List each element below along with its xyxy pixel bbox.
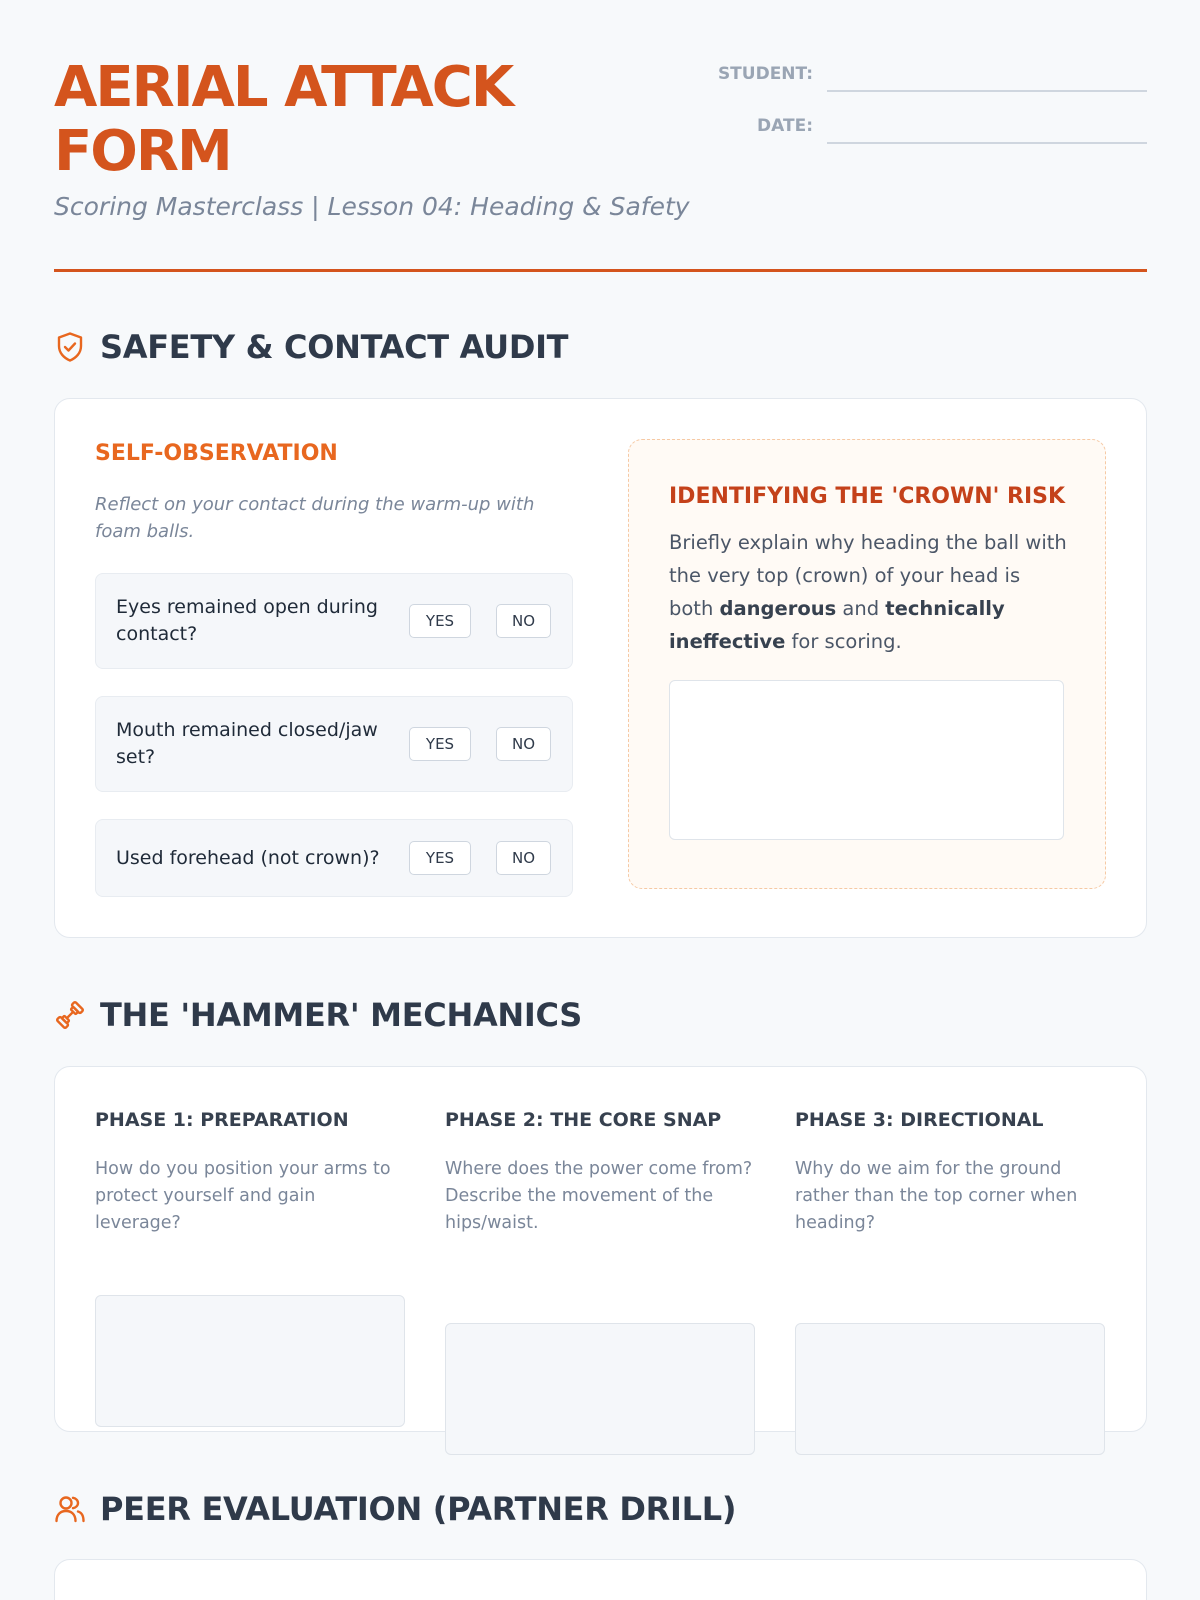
student-label: STUDENT: bbox=[717, 64, 813, 84]
self-observation-description: Reflect on your contact during the warm-up with foam balls. bbox=[95, 494, 535, 542]
crown-text-3: for scoring. bbox=[785, 630, 902, 653]
shield-check-icon bbox=[54, 331, 86, 363]
phase-2 bbox=[445, 1107, 755, 1237]
peer-card bbox=[54, 1559, 1147, 1600]
date-field[interactable] bbox=[827, 108, 1147, 144]
no-button[interactable]: NO bbox=[496, 841, 551, 875]
crown-risk-prompt bbox=[669, 526, 1069, 658]
crown-text-1: Briefly explain why heading the ball with the very top (crown) of your head is both bbox=[669, 531, 1067, 620]
mechanics-heading: THE 'HAMMER' MECHANICS bbox=[100, 996, 583, 1034]
safety-section-title bbox=[54, 328, 568, 366]
page-title: AERIAL ATTACK FORM bbox=[54, 55, 513, 184]
student-meta bbox=[707, 56, 1147, 160]
peer-heading: PEER EVALUATION (PARTNER DRILL) bbox=[100, 1490, 737, 1528]
no-button[interactable]: NO bbox=[496, 727, 551, 761]
date-label: DATE: bbox=[757, 116, 813, 136]
crown-bold-dangerous: dangerous bbox=[719, 597, 837, 620]
phase-title: PHASE 3: DIRECTIONAL bbox=[795, 1109, 1044, 1131]
dumbbell-icon bbox=[54, 999, 86, 1031]
self-observation-title: SELF-OBSERVATION bbox=[95, 441, 338, 466]
checklist-item-eyes bbox=[95, 573, 573, 669]
phase-question: Why do we aim for the ground rather than the top corner when heading? bbox=[795, 1159, 1078, 1233]
yes-button[interactable]: YES bbox=[409, 841, 471, 875]
phase-1 bbox=[95, 1107, 405, 1237]
peer-section-title bbox=[54, 1490, 736, 1528]
checklist-item-mouth bbox=[95, 696, 573, 792]
mechanics-section-title bbox=[54, 996, 582, 1034]
page-subtitle: Scoring Masterclass | Lesson 04: Heading & Safety bbox=[54, 192, 690, 221]
crown-risk-box bbox=[628, 439, 1106, 889]
crown-bold-ineffective: technically ineffective bbox=[669, 597, 1005, 653]
checklist-item-forehead bbox=[95, 819, 573, 897]
safety-heading: SAFETY & CONTACT AUDIT bbox=[100, 328, 569, 366]
phase-question: How do you position your arms to protect yourself and gain leverage? bbox=[95, 1159, 391, 1233]
phase-2-answer-field[interactable] bbox=[445, 1323, 755, 1455]
checklist-item-label: Mouth remained closed/jaw set? bbox=[116, 719, 378, 768]
phase-question: Where does the power come from? Describe the movement of the hips/waist. bbox=[445, 1159, 753, 1233]
phase-3-answer-field[interactable] bbox=[795, 1323, 1105, 1455]
crown-risk-title: IDENTIFYING THE 'CROWN' RISK bbox=[669, 484, 1066, 509]
yes-button[interactable]: YES bbox=[409, 604, 471, 638]
crown-risk-answer-field[interactable] bbox=[669, 680, 1064, 840]
mechanics-card bbox=[54, 1066, 1147, 1432]
student-name-field[interactable] bbox=[827, 56, 1147, 92]
checklist-item-label: Eyes remained open during contact? bbox=[116, 596, 378, 645]
crown-text-2: and bbox=[836, 597, 886, 620]
phase-title: PHASE 2: THE CORE SNAP bbox=[445, 1109, 722, 1131]
no-button[interactable]: NO bbox=[496, 604, 551, 638]
worksheet-header bbox=[54, 56, 1147, 272]
yes-button[interactable]: YES bbox=[409, 727, 471, 761]
safety-card bbox=[54, 398, 1147, 938]
student-row bbox=[707, 56, 1147, 92]
phase-1-answer-field[interactable] bbox=[95, 1295, 405, 1427]
phase-title: PHASE 1: PREPARATION bbox=[95, 1109, 349, 1131]
phase-3 bbox=[795, 1107, 1105, 1237]
date-row bbox=[707, 108, 1147, 144]
users-icon bbox=[54, 1493, 86, 1525]
checklist-item-label: Used forehead (not crown)? bbox=[116, 846, 380, 869]
